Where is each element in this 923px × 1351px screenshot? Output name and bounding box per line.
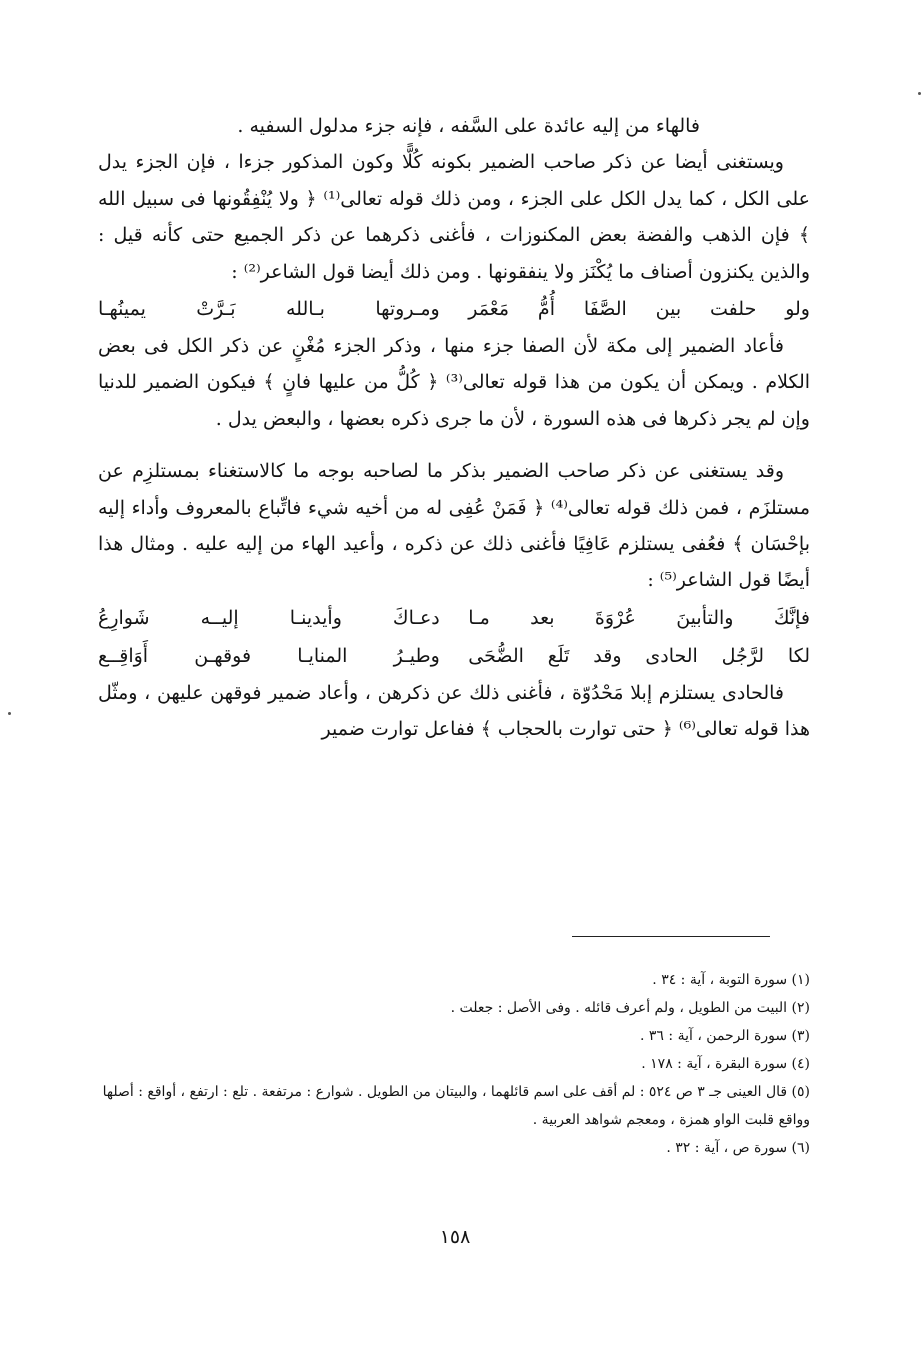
footnote-5: (٥) قال العينى جـ ٣ ص ٥٢٤ : لم أقف على اسم قائلهما ، والبيتان من الطويل . شوارع : مرتفعة . تلع : ارتفع ، أواقع : أصلها وواقع قلبت الواو همزة ، ومعجم شواهد العربية . bbox=[102, 1084, 810, 1128]
paragraph-2: ويستغنى أيضا عن ذكر صاحب الضمير بكونه كُلًّا وكون المذكور جزءا ، فإن الجزء يدل على الكل ، كما يدل الكل على الجزء ، ومن ذلك قوله تعالى⁽¹⁾ ﴿ ولا يُنْفِقُونها فى سبيل الله ﴾ فإن الذهب والفضة بعض المكنوزات ، فأغنى ذكرهما عن ذكر الجميع حتى كأنه قيل : والذين يكنزون أصناف ما يُكْنَز ولا ينفقونها . ومن ذلك أيضا قول الشاعر⁽²⁾ : bbox=[98, 151, 810, 283]
verse-3-first-hemistich: لكا لرَّجُل الحادى وقد تَلَع الضُّحَى bbox=[468, 644, 810, 667]
paragraph-4: وقد يستغنى عن ذكر صاحب الضمير بذكر ما لصاحبه بوجه ما كالاستغناء بمستلزِم عن مستلزَم ، فمن ذلك قوله تعالى⁽⁴⁾ ﴿ فَمَنْ عُفِى له من أخيه شيء فاتِّباع بالمعروف وأداء إليه بإحْسَان ﴾ فعُفى يستلزم عَافِيًا فأغنى ذلك عن ذكره ، وأعيد الهاء من إليه عليه . ومثال هذا أيضًا قول الشاعر⁽⁵⁾ : bbox=[98, 460, 810, 592]
verse-1-second-hemistich: ومـروتها بـالله بَـرَّتْ يمينُهـا bbox=[98, 297, 440, 320]
scan-speck bbox=[918, 92, 921, 95]
paragraph-5: فالحادى يستلزم إبلا مَحْدُوّة ، فأغنى ذلك عن ذكرهن ، وأعاد ضمير فوقهن عليهن ، ومثّل هذا قوله تعالى⁽⁶⁾ ﴿ حتى توارت بالحجاب ﴾ ففاعل توارت ضمير bbox=[98, 681, 810, 741]
paragraph-3: فأعاد الضمير إلى مكة لأن الصفا جزء منها ، وذكر الجزء مُغْنٍ عن ذكر الكل فى بعض الكلام . ويمكن أن يكون من هذا قوله تعالى⁽³⁾ ﴿ كُلُّ من عليها فانٍ ﴾ فيكون الضمير للدنيا وإن لم يجر ذكرها فى هذه السورة ، لأن ما جرى ذكره بعضها ، والبعض يدل . bbox=[98, 335, 811, 430]
scan-speck bbox=[8, 712, 11, 715]
verse-3 bbox=[98, 637, 810, 675]
footnotes bbox=[100, 966, 810, 1162]
footnote-3: (٣) سورة الرحمن ، آية : ٣٦ . bbox=[640, 1028, 810, 1044]
page-number: ١٥٨ bbox=[439, 1226, 471, 1248]
verse-2-first-hemistich: فإنَّكَ والتأبينَ عُرْوَةَ بعد مـا bbox=[468, 606, 810, 629]
main-text bbox=[98, 108, 810, 748]
footnote-1: (١) سورة التوبة ، آية : ٣٤ . bbox=[652, 972, 810, 988]
footnote-separator bbox=[572, 936, 770, 937]
verse-3-second-hemistich: وطيـرُ المنايـا فوقهـن أَوَاقِــع bbox=[98, 644, 440, 667]
footnote-6: (٦) سورة ص ، آية : ٣٢ . bbox=[666, 1140, 810, 1156]
verse-1-first-hemistich: ولو حلفت بين الصَّفَا أُمُّ مَعْمَر bbox=[468, 297, 810, 320]
footnote-2: (٢) البيت من الطويل ، ولم أعرف قائله . وفى الأصل : جعلت . bbox=[450, 1000, 810, 1016]
verse-2-second-hemistich: دعـاكَ وأيدينـا إليــه شَوارِعُ bbox=[98, 606, 440, 629]
footnote-4: (٤) سورة البقرة ، آية : ١٧٨ . bbox=[641, 1056, 810, 1072]
verse-1 bbox=[98, 290, 810, 328]
verse-2 bbox=[98, 599, 810, 637]
paragraph-1: فالهاء من إليه عائدة على السَّفه ، فإنه جزء مدلول السفيه . bbox=[237, 115, 700, 137]
